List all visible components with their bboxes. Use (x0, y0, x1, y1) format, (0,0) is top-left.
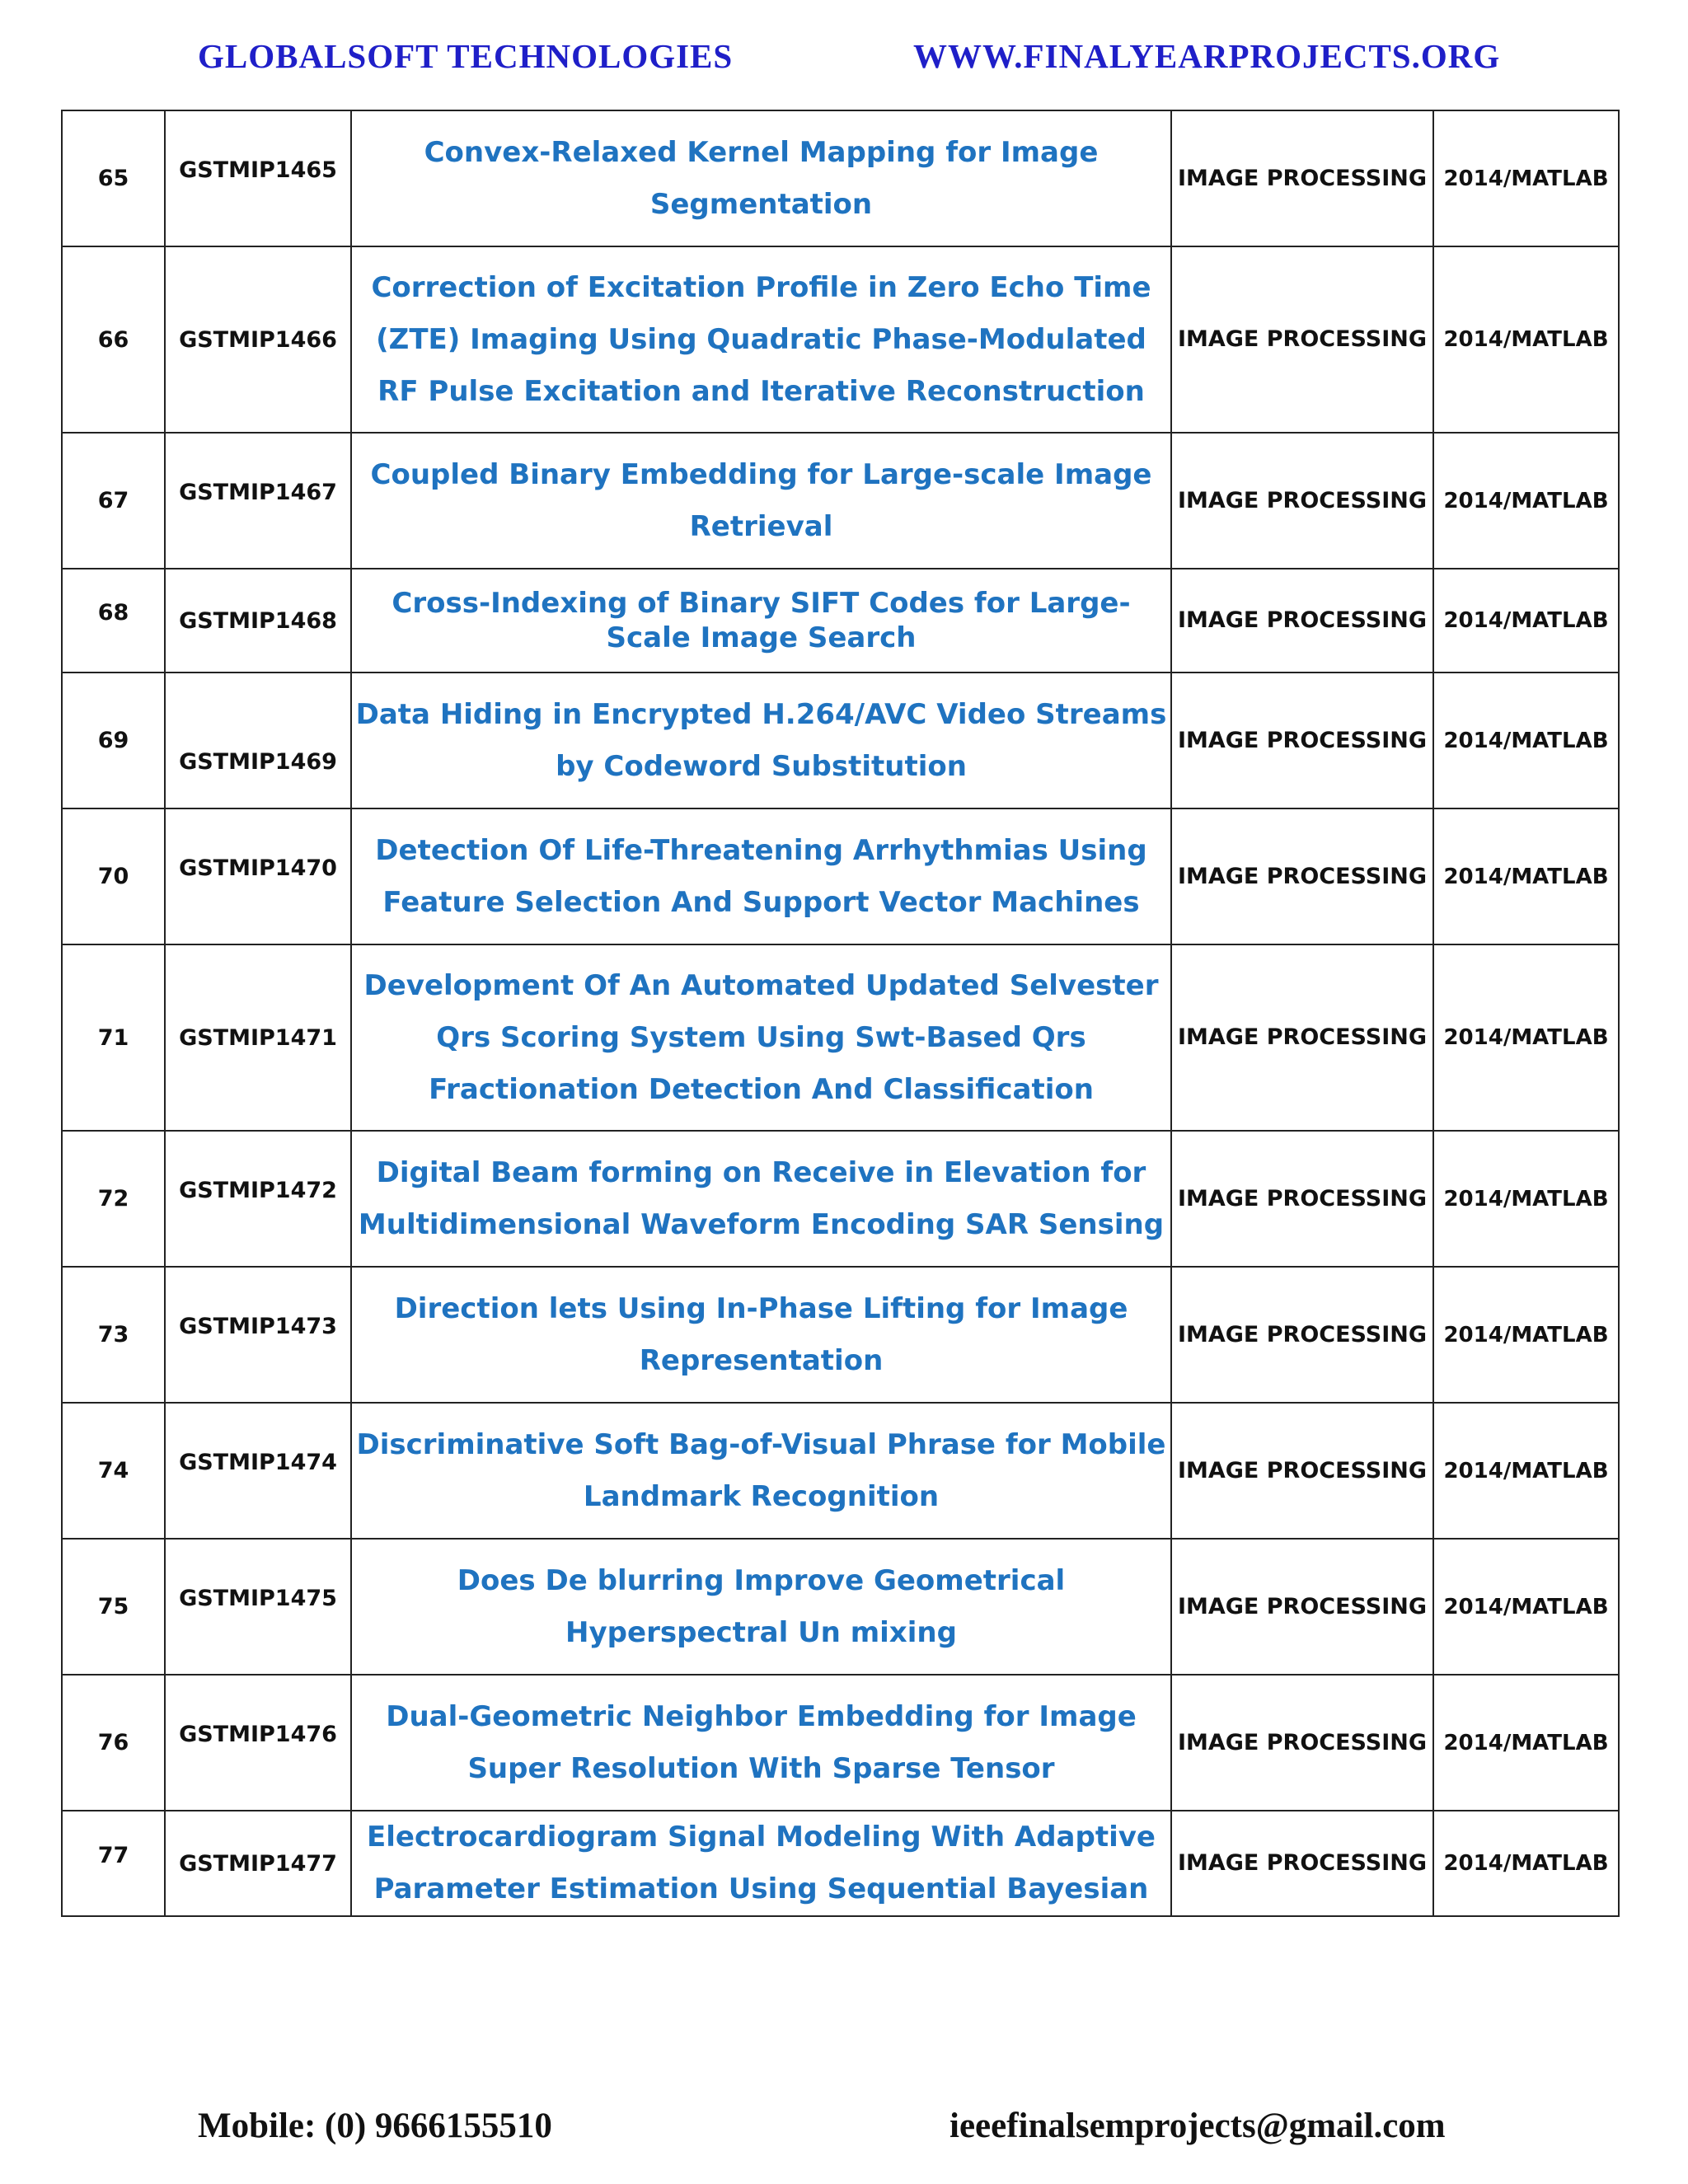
project-domain: IMAGE PROCESSING (1171, 110, 1433, 246)
project-domain: IMAGE PROCESSING (1171, 808, 1433, 944)
project-domain: IMAGE PROCESSING (1171, 1539, 1433, 1675)
project-code: GSTMIP1474 (165, 1403, 351, 1539)
project-year: 2014/MATLAB (1433, 246, 1619, 433)
row-number: 68 (62, 569, 165, 673)
project-domain: IMAGE PROCESSING (1171, 1675, 1433, 1811)
row-number: 74 (62, 1403, 165, 1539)
project-code: GSTMIP1477 (165, 1811, 351, 1916)
project-title: Direction lets Using In-Phase Lifting for Image Representation (351, 1267, 1171, 1403)
table-row (62, 110, 1619, 246)
project-code: GSTMIP1476 (165, 1675, 351, 1811)
project-domain: IMAGE PROCESSING (1171, 944, 1433, 1131)
project-domain: IMAGE PROCESSING (1171, 1403, 1433, 1539)
project-title: Dual-Geometric Neighbor Embedding for Image Super Resolution With Sparse Tensor (351, 1675, 1171, 1811)
project-title: Cross-Indexing of Binary SIFT Codes for Large-Scale Image Search (351, 569, 1171, 673)
project-code: GSTMIP1469 (165, 673, 351, 808)
project-year: 2014/MATLAB (1433, 433, 1619, 569)
project-year: 2014/MATLAB (1433, 110, 1619, 246)
project-code: GSTMIP1467 (165, 433, 351, 569)
table-row (62, 246, 1619, 433)
table-row (62, 1131, 1619, 1267)
row-number: 76 (62, 1675, 165, 1811)
projects-table (61, 110, 1620, 1917)
project-year: 2014/MATLAB (1433, 1267, 1619, 1403)
project-title: Development Of An Automated Updated Selvester Qrs Scoring System Using Swt-Based Qrs Fractionation Detection And Classification (351, 944, 1171, 1131)
project-code: GSTMIP1466 (165, 246, 351, 433)
project-domain: IMAGE PROCESSING (1171, 673, 1433, 808)
contact-email: ieeefinalsemprojects@gmail.com (950, 2107, 1446, 2145)
project-title: Digital Beam forming on Receive in Elevation for Multidimensional Waveform Encoding SAR Sensing (351, 1131, 1171, 1267)
table-row (62, 1811, 1619, 1916)
page-footer (0, 2106, 1688, 2155)
project-code: GSTMIP1465 (165, 110, 351, 246)
row-number: 72 (62, 1131, 165, 1267)
row-number: 67 (62, 433, 165, 569)
project-year: 2014/MATLAB (1433, 1403, 1619, 1539)
project-title: Does De blurring Improve Geometrical Hyperspectral Un mixing (351, 1539, 1171, 1675)
project-title: Discriminative Soft Bag-of-Visual Phrase for Mobile Landmark Recognition (351, 1403, 1171, 1539)
page-header (0, 36, 1688, 86)
project-code: GSTMIP1470 (165, 808, 351, 944)
project-code: GSTMIP1472 (165, 1131, 351, 1267)
website-url: WWW.FINALYEARPROJECTS.ORG (913, 37, 1501, 75)
project-year: 2014/MATLAB (1433, 1811, 1619, 1916)
mobile-number: Mobile: (0) 9666155510 (198, 2107, 552, 2145)
project-year: 2014/MATLAB (1433, 1675, 1619, 1811)
row-number: 77 (62, 1811, 165, 1916)
project-year: 2014/MATLAB (1433, 569, 1619, 673)
project-domain: IMAGE PROCESSING (1171, 1267, 1433, 1403)
row-number: 75 (62, 1539, 165, 1675)
table-row (62, 433, 1619, 569)
project-code: GSTMIP1475 (165, 1539, 351, 1675)
company-name: GLOBALSOFT TECHNOLOGIES (198, 37, 734, 75)
table-row (62, 1539, 1619, 1675)
project-title: Correction of Excitation Profile in Zero Echo Time (ZTE) Imaging Using Quadratic Phase-Modulated RF Pulse Excitation and Iterative Reconstruction (351, 246, 1171, 433)
row-number: 73 (62, 1267, 165, 1403)
row-number: 70 (62, 808, 165, 944)
table-row (62, 569, 1619, 673)
row-number: 71 (62, 944, 165, 1131)
project-year: 2014/MATLAB (1433, 808, 1619, 944)
project-domain: IMAGE PROCESSING (1171, 1811, 1433, 1916)
row-number: 69 (62, 673, 165, 808)
project-domain: IMAGE PROCESSING (1171, 569, 1433, 673)
project-title: Coupled Binary Embedding for Large-scale Image Retrieval (351, 433, 1171, 569)
table-row (62, 1267, 1619, 1403)
project-domain: IMAGE PROCESSING (1171, 246, 1433, 433)
table-row (62, 944, 1619, 1131)
project-year: 2014/MATLAB (1433, 673, 1619, 808)
project-code: GSTMIP1473 (165, 1267, 351, 1403)
row-number: 66 (62, 246, 165, 433)
project-domain: IMAGE PROCESSING (1171, 433, 1433, 569)
project-year: 2014/MATLAB (1433, 1131, 1619, 1267)
table-row (62, 1675, 1619, 1811)
project-title: Detection Of Life-Threatening Arrhythmias Using Feature Selection And Support Vector Machines (351, 808, 1171, 944)
table-row (62, 1403, 1619, 1539)
project-title: Convex-Relaxed Kernel Mapping for Image Segmentation (351, 110, 1171, 246)
project-code: GSTMIP1468 (165, 569, 351, 673)
project-code: GSTMIP1471 (165, 944, 351, 1131)
project-year: 2014/MATLAB (1433, 944, 1619, 1131)
project-title: Electrocardiogram Signal Modeling With Adaptive Parameter Estimation Using Sequential Bayesian (351, 1811, 1171, 1916)
project-year: 2014/MATLAB (1433, 1539, 1619, 1675)
row-number: 65 (62, 110, 165, 246)
table-row (62, 808, 1619, 944)
project-domain: IMAGE PROCESSING (1171, 1131, 1433, 1267)
table-row (62, 673, 1619, 808)
project-title: Data Hiding in Encrypted H.264/AVC Video Streams by Codeword Substitution (351, 673, 1171, 808)
